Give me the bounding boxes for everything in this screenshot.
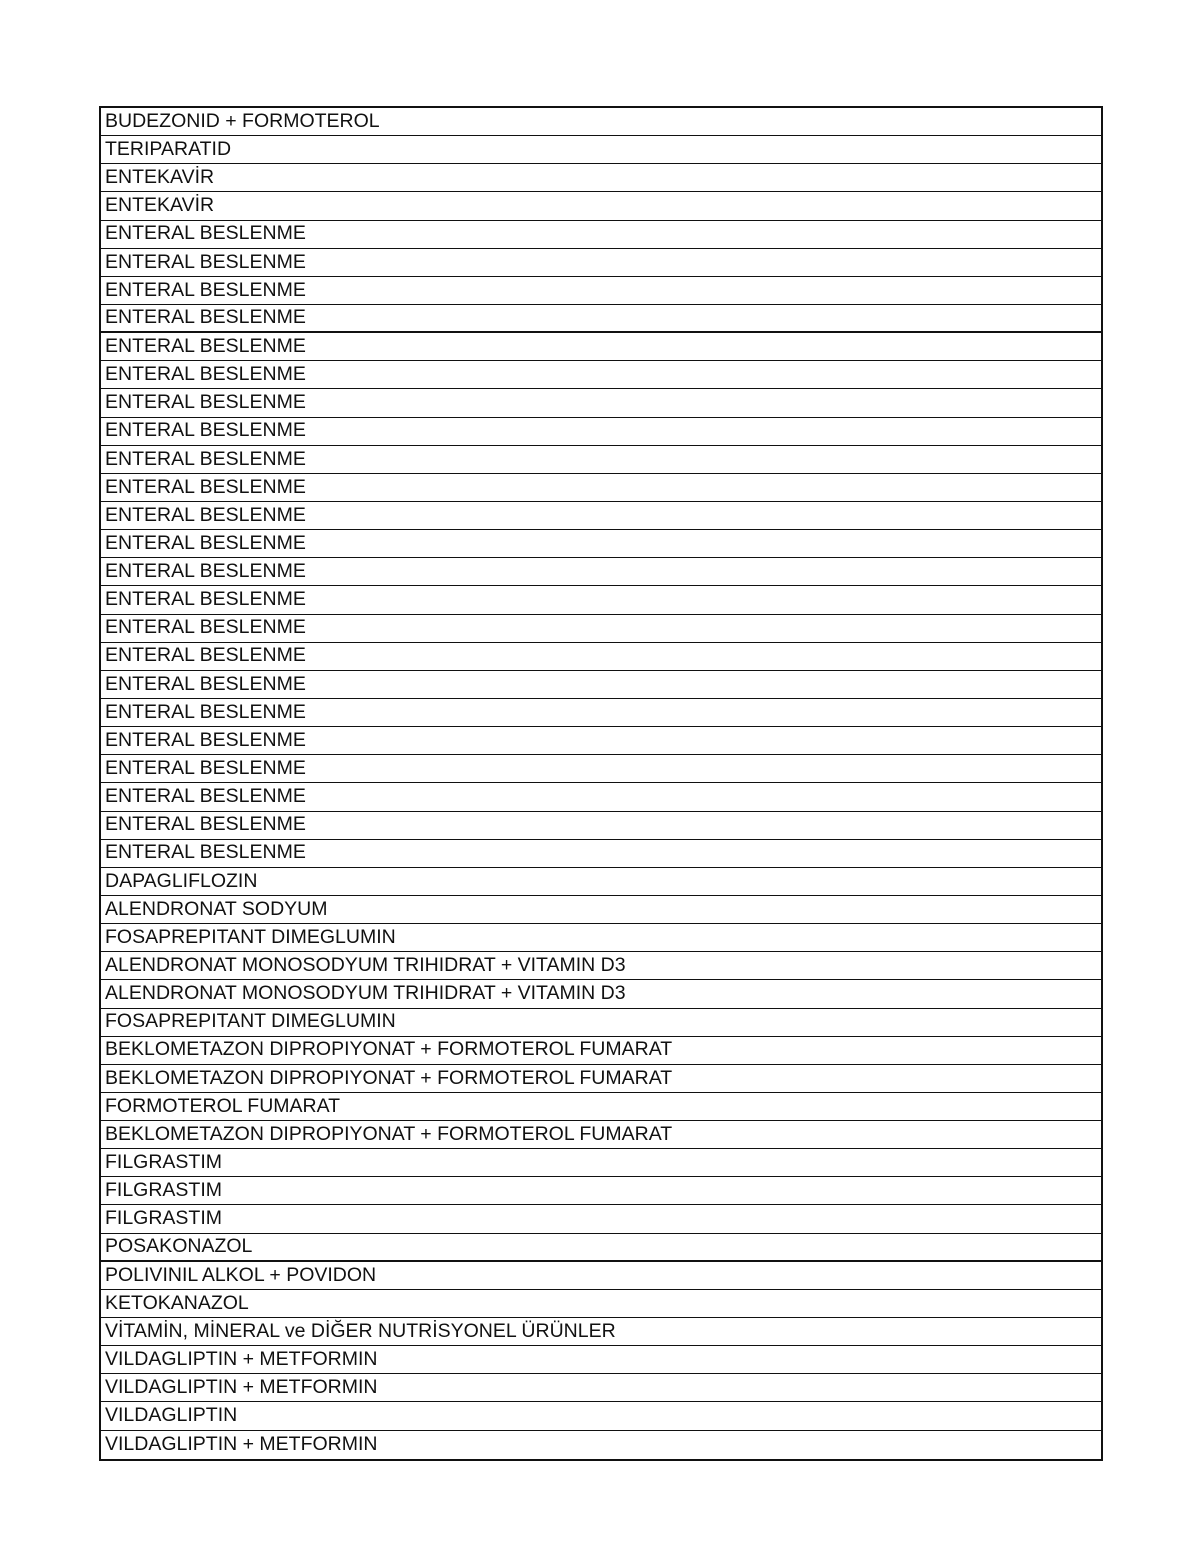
table-row: [101, 1177, 1101, 1205]
drug-name-cell: ENTERAL BESLENME: [105, 531, 306, 554]
table-row: [101, 1431, 1101, 1459]
table-row: [101, 333, 1101, 361]
drug-name-cell: DAPAGLIFLOZIN: [105, 869, 258, 892]
drug-name-cell: ENTERAL BESLENME: [105, 700, 306, 723]
drug-name-cell: BEKLOMETAZON DIPROPIYONAT + FORMOTEROL FUMARAT: [105, 1066, 673, 1089]
drug-name-cell: ALENDRONAT SODYUM: [105, 897, 328, 920]
drug-list-table: [99, 106, 1103, 1461]
drug-name-cell: ENTEKAVİR: [105, 194, 215, 217]
table-row: [101, 755, 1101, 783]
table-row: [101, 699, 1101, 727]
drug-name-cell: VILDAGLIPTIN + METFORMIN: [105, 1348, 378, 1370]
table-row: [101, 812, 1101, 840]
drug-name-cell: ALENDRONAT MONOSODYUM TRIHIDRAT + VITAMIN D3: [105, 982, 626, 1005]
table-row: [101, 1262, 1101, 1290]
drug-name-cell: ENTERAL BESLENME: [105, 278, 306, 301]
table-row: [101, 389, 1101, 417]
table-row: [101, 840, 1101, 868]
table-row: [101, 305, 1101, 333]
drug-name-cell: ENTERAL BESLENME: [105, 250, 306, 273]
table-row: [101, 361, 1101, 389]
table-row: [101, 1149, 1101, 1177]
table-row: [101, 727, 1101, 755]
drug-name-cell: VILDAGLIPTIN: [105, 1404, 238, 1427]
drug-name-cell: FOSAPREPITANT DIMEGLUMIN: [105, 1010, 396, 1033]
table-row: [101, 1205, 1101, 1233]
drug-name-cell: ENTERAL BESLENME: [105, 419, 306, 442]
table-row: [101, 1037, 1101, 1065]
drug-name-cell: ENTERAL BESLENME: [105, 363, 306, 386]
drug-name-cell: ENTERAL BESLENME: [105, 391, 306, 414]
drug-name-cell: BEKLOMETAZON DIPROPIYONAT + FORMOTEROL FUMARAT: [105, 1038, 673, 1061]
drug-name-cell: ENTERAL BESLENME: [105, 222, 306, 245]
table-row: [101, 164, 1101, 192]
drug-name-cell: BUDEZONID + FORMOTEROL: [105, 109, 380, 132]
drug-name-cell: FILGRASTIM: [105, 1179, 223, 1202]
table-row: [101, 474, 1101, 502]
drug-name-cell: ENTERAL BESLENME: [105, 447, 306, 470]
table-row: [101, 783, 1101, 811]
table-row: [101, 1346, 1101, 1374]
drug-name-cell: ENTERAL BESLENME: [105, 644, 306, 667]
table-row: [101, 1009, 1101, 1037]
drug-name-cell: POLIVINIL ALKOL + POVIDON: [105, 1263, 377, 1286]
table-row: [101, 1121, 1101, 1149]
table-row: [101, 558, 1101, 586]
drug-name-cell: FILGRASTIM: [105, 1207, 223, 1230]
drug-name-cell: ENTERAL BESLENME: [105, 306, 306, 329]
drug-name-cell: FOSAPREPITANT DIMEGLUMIN: [105, 925, 396, 948]
table-row: [101, 671, 1101, 699]
table-row: [101, 1065, 1101, 1093]
drug-name-cell: TERIPARATID: [105, 137, 232, 160]
drug-name-cell: ENTERAL BESLENME: [105, 475, 306, 498]
table-row: [101, 249, 1101, 277]
table-row: [101, 896, 1101, 924]
drug-name-cell: BEKLOMETAZON DIPROPIYONAT + FORMOTEROL FUMARAT: [105, 1122, 673, 1145]
drug-name-cell: ENTERAL BESLENME: [105, 560, 306, 583]
table-row: [101, 615, 1101, 643]
drug-name-cell: FILGRASTIM: [105, 1151, 223, 1174]
table-row: [101, 136, 1101, 164]
table-row: [101, 446, 1101, 474]
drug-name-cell: ENTERAL BESLENME: [105, 841, 306, 864]
drug-name-cell: ENTEKAVİR: [105, 166, 215, 189]
drug-name-cell: VİTAMİN, MİNERAL ve DİĞER NUTRİSYONEL ÜRÜNLER: [105, 1319, 616, 1342]
table-row: [101, 952, 1101, 980]
drug-name-cell: KETOKANAZOL: [105, 1291, 249, 1314]
table-row: [101, 418, 1101, 446]
table-row: [101, 502, 1101, 530]
table-row: [101, 1374, 1101, 1402]
drug-name-cell: POSAKONAZOL: [105, 1234, 253, 1257]
table-row: [101, 221, 1101, 249]
table-row: [101, 530, 1101, 558]
drug-name-cell: ALENDRONAT MONOSODYUM TRIHIDRAT + VITAMIN D3: [105, 954, 626, 977]
table-row: [101, 980, 1101, 1008]
table-row: [101, 1093, 1101, 1121]
table-row: [101, 1234, 1101, 1262]
table-row: [101, 643, 1101, 671]
table-row: [101, 868, 1101, 896]
drug-name-cell: ENTERAL BESLENME: [105, 672, 306, 695]
drug-name-cell: VILDAGLIPTIN + METFORMIN: [105, 1432, 378, 1455]
drug-name-cell: FORMOTEROL FUMARAT: [105, 1094, 341, 1117]
table-row: [101, 1318, 1101, 1346]
table-row: [101, 586, 1101, 614]
table-row: [101, 192, 1101, 220]
drug-name-cell: VILDAGLIPTIN + METFORMIN: [105, 1376, 378, 1399]
table-row: [101, 108, 1101, 136]
drug-name-cell: ENTERAL BESLENME: [105, 503, 306, 526]
table-row: [101, 1402, 1101, 1430]
drug-name-cell: ENTERAL BESLENME: [105, 616, 306, 639]
drug-name-cell: ENTERAL BESLENME: [105, 785, 306, 808]
drug-name-cell: ENTERAL BESLENME: [105, 728, 306, 751]
drug-name-cell: ENTERAL BESLENME: [105, 757, 306, 780]
table-row: [101, 1290, 1101, 1318]
drug-name-cell: ENTERAL BESLENME: [105, 813, 306, 836]
table-row: [101, 924, 1101, 952]
drug-name-cell: ENTERAL BESLENME: [105, 588, 306, 611]
table-row: [101, 277, 1101, 305]
drug-name-cell: ENTERAL BESLENME: [105, 334, 306, 357]
